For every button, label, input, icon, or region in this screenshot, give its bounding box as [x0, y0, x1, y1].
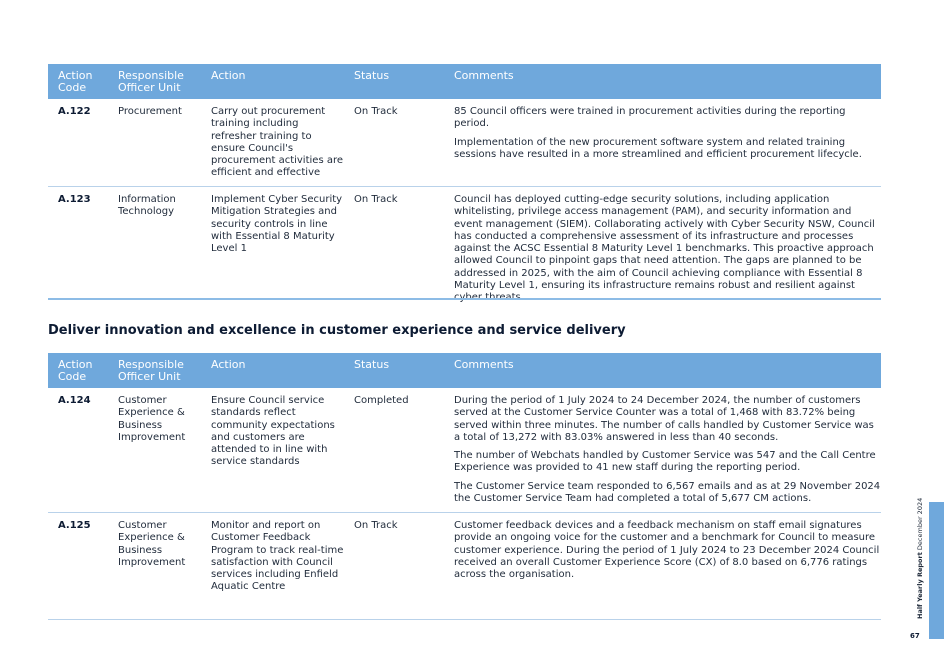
action-text: Ensure Council service standards reflect community expectations and customers are attended to in line with service standards	[211, 395, 335, 468]
status-text: On Track	[354, 194, 398, 205]
comment-paragraph: Customer feedback devices and a feedback mechanism on staff email signatures provide an ongoing voice for the customer and a benchmark for Council to measure customer experience. During the period of 1 July 2024 to 23 December 2024 Council received an overall Customer Experience Score (CX) of 8.0 based on 6,776 ratings across the organisation.	[454, 520, 880, 581]
report-date: December 2024	[916, 497, 924, 551]
report-title: Half Yearly Report	[916, 552, 924, 619]
header-action: Action	[211, 69, 246, 82]
header-action-code: Action Code	[58, 69, 93, 94]
header-action-code: Action Code	[58, 358, 93, 383]
status-text: On Track	[354, 520, 398, 531]
page-number: 67	[910, 632, 920, 640]
comments	[454, 194, 881, 311]
status-text: On Track	[354, 106, 398, 117]
table-row	[48, 106, 881, 188]
header-status: Status	[354, 358, 390, 371]
header-status: Status	[354, 69, 390, 82]
table-bottom-border	[48, 298, 881, 300]
header-comments: Comments	[454, 69, 514, 82]
sidebar-accent-bar	[929, 502, 944, 639]
table-header	[48, 353, 881, 388]
comment-paragraph: The number of Webchats handled by Customer Service was 547 and the Call Centre Experience was provided to 41 new staff during the reporting period.	[454, 450, 876, 474]
comment-paragraph: During the period of 1 July 2024 to 24 December 2024, the number of customers served at the Customer Service Counter was a total of 1,468 with 83.72% being served within three minutes. The number of calls handled by Customer Service was a total of 13,272 with 83.03% answered in less than 40 seconds.	[454, 395, 874, 443]
action-table-1	[48, 64, 881, 292]
table-row	[48, 395, 881, 510]
action-code: A.124	[58, 395, 91, 406]
comment-paragraph: Council has deployed cutting-edge security solutions, including application whitelisting, privilege access management (PAM), and security information and event management (SIEM). Collaborating actively with Cyber Security NSW, Council has conducted a comprehensive assessment of its infrastructure and processes against the ACSC Essential 8 Maturity Level 1 benchmarks. This proactive approach allowed Council to pinpoint gaps that need attention. The gaps are planned to be addressed in 2025, with the aim of Council achieving compliance with Essential 8 Maturity Level 1, ensuring its infrastructure remains robust and resilient against	[454, 194, 875, 292]
responsible-unit: Customer Experience & Business Improvement	[118, 520, 186, 568]
table-bottom-border	[48, 619, 881, 620]
responsible-unit: Procurement	[118, 106, 182, 117]
action-text: Implement Cyber Security Mitigation Strategies and security controls in line with Essential 8 Maturity Level 1	[211, 194, 343, 255]
header-responsible-officer-unit: Responsible Officer Unit	[118, 69, 184, 94]
table-header	[48, 64, 881, 99]
action-code: A.122	[58, 106, 91, 117]
comments	[454, 520, 881, 587]
row-divider	[48, 186, 881, 187]
row-divider	[48, 512, 881, 513]
header-comments: Comments	[454, 358, 514, 371]
status-text: Completed	[354, 395, 409, 406]
comment-paragraph: 85 Council officers were trained in procurement activities during the reporting period.	[454, 106, 846, 130]
table-row	[48, 194, 881, 299]
action-table-2	[48, 353, 881, 593]
table-row	[48, 520, 881, 615]
report-footer-label	[916, 459, 926, 619]
action-text: Monitor and report on Customer Feedback Program to track real-time satisfaction with Council services including Enfield Aquatic Centre	[211, 520, 344, 593]
section-title: Deliver innovation and excellence in customer experience and service delivery	[48, 323, 626, 338]
responsible-unit: Customer Experience & Business Improvement	[118, 395, 186, 443]
comment-paragraph: Implementation of the new procurement software system and related training sessions have resulted in a more streamlined and efficient procurement lifecycle.	[454, 136, 862, 160]
action-code: A.125	[58, 520, 91, 531]
comments	[454, 395, 881, 511]
comment-paragraph: The Customer Service team responded to 6,567 emails and as at 29 November 2024 the Customer Service Team had completed a total of 5,677 CM actions.	[454, 480, 881, 505]
header-responsible-officer-unit: Responsible Officer Unit	[118, 358, 184, 383]
action-code: A.123	[58, 194, 91, 205]
comments	[454, 106, 881, 167]
action-text: Carry out procurement training including refresher training to ensure Council's procurement activities are efficient and effective	[211, 106, 344, 179]
header-action: Action	[211, 358, 246, 371]
responsible-unit: Information Technology	[118, 194, 176, 218]
